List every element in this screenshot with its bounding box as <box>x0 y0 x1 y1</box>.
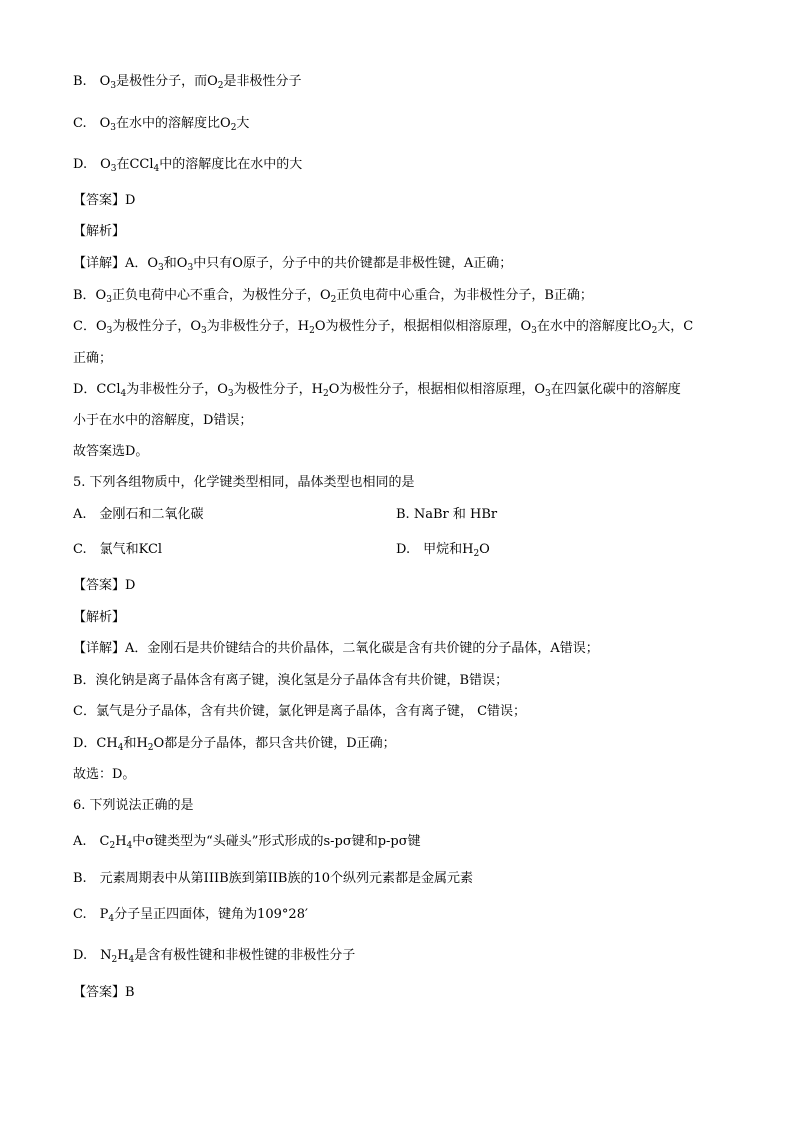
q4-option-c: C. $O_3$在水中的溶解度比$O_2$大 <box>73 116 250 133</box>
q5-answer: 【答案】D <box>73 578 136 593</box>
q4-option-d: D. $O_3$在CCl$_4$中的溶解度比在水中的大 <box>73 157 303 174</box>
q5-option-a: A. 金刚石和二氧化碳 <box>73 507 204 522</box>
q4-detail-c-cont: 正确； <box>73 351 113 366</box>
q6-option-b: B. 元素周期表中从第IIIB族到第IIB族的10个纵列元素都是金属元素 <box>73 871 474 886</box>
q5-conclusion: 故选：D。 <box>73 767 136 782</box>
q6-option-d: D. $N_2H_4$是含有极性键和非极性键的非极性分子 <box>73 948 356 965</box>
q5-detail-b: B．溴化钠是离子晶体含有离子键，溴化氢是分子晶体含有共价键，B错误； <box>73 673 509 688</box>
q6-stem: 6. 下列说法正确的是 <box>73 798 194 813</box>
q6-answer: 【答案】B <box>73 985 135 1000</box>
q4-detail-b: B．$O_3$正负电荷中心不重合，为极性分子，$O_2$正负电荷中心重合，为非极性分子，B正确； <box>73 288 593 305</box>
q4-option-b: B. $O_3$是极性分子，而$O_2$是非极性分子 <box>73 74 302 91</box>
q5-option-d: D. 甲烷和$H_2O$ <box>396 542 490 559</box>
q5-detail-c: C．氯气是分子晶体，含有共价键，氯化钾是离子晶体，含有离子键， C错误； <box>73 704 527 719</box>
q5-option-b: B. NaBr 和 HBr <box>396 507 498 522</box>
q5-detail-a: 【详解】A．金刚石是共价键结合的共价晶体，二氧化碳是含有共价键的分子晶体，A错误； <box>73 641 599 656</box>
q4-analysis-label: 【解析】 <box>73 224 126 239</box>
q4-detail-d: D．CCl$_4$为非极性分子，$O_3$为极性分子，$H_2O$为极性分子，根据相似相溶原理，$O_3$在四氯化碳中的溶解度 <box>73 382 681 399</box>
q5-detail-d: D．$CH_4$和$H_2O$都是分子晶体，都只含共价键，D正确； <box>73 736 396 753</box>
q4-detail-d-cont: 小于在水中的溶解度，D错误； <box>73 413 253 428</box>
q5-stem: 5. 下列各组物质中，化学键类型相同，晶体类型也相同的是 <box>73 475 415 490</box>
q5-option-c: C. 氯气和KCl <box>73 542 163 557</box>
q4-detail-c: C．$O_3$为极性分子，$O_3$为非极性分子，$H_2O$为极性分子，根据相似相溶原理，$O_3$在水中的溶解度比$O_2$大，C <box>73 319 694 336</box>
q4-conclusion: 故答案选D。 <box>73 444 149 459</box>
q6-option-a: A. $C_2H_4$中σ键类型为“头碰头”形式形成的s-pσ键和p-pσ键 <box>73 834 421 851</box>
q5-analysis-label: 【解析】 <box>73 610 126 625</box>
q4-answer: 【答案】D <box>73 193 136 208</box>
q6-option-c: C. $P_4$分子呈正四面体，键角为109°28′ <box>73 907 308 924</box>
q4-detail-a: 【详解】A．$O_3$和$O_3$中只有O原子，分子中的共价键都是非极性键，A正确； <box>73 256 513 273</box>
